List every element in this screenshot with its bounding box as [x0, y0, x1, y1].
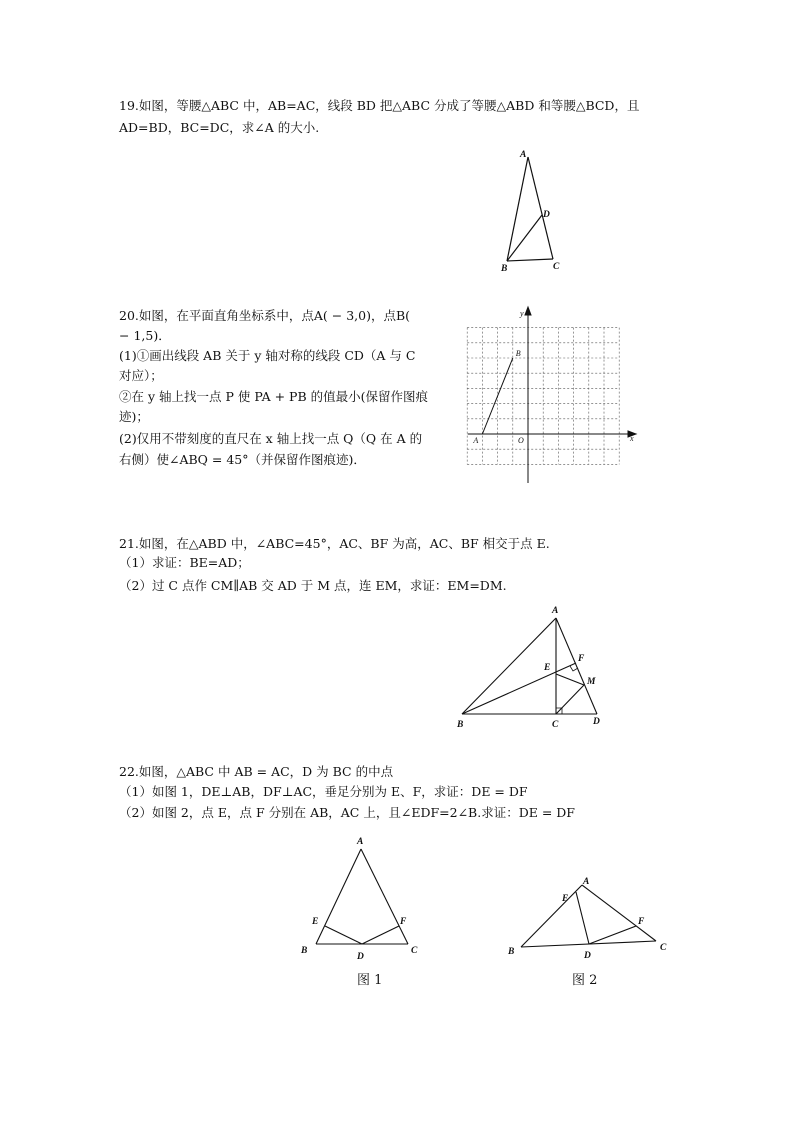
q21-label-f: F [578, 654, 585, 664]
q22-text-line-2: （1）如图 1，DE⊥AB，DF⊥AC，垂足分别为 E、F，求证：DE = DF [119, 784, 528, 799]
q19-figure [490, 145, 570, 275]
q20-label-x: x [630, 434, 634, 443]
q20-text-line-4: 对应）； [119, 368, 163, 383]
q22-fig1-label-a: A [357, 837, 364, 847]
q20-label-origin: O [518, 436, 524, 445]
q21-label-d: D [593, 717, 600, 727]
q20-label-b: B [515, 349, 521, 358]
q20-text-line-6: 迹)； [119, 409, 149, 424]
q19-label-d: D [543, 210, 550, 220]
q21-text-line-3: （2）过 C 点作 CM∥AB 交 AD 于 M 点，连 EM，求证：EM=DM. [119, 578, 507, 593]
q22-fig2-label-d: D [584, 951, 591, 961]
q22-fig1-label-d: D [357, 952, 364, 962]
q21-label-e: E [544, 663, 551, 673]
q22-fig2-label-a: A [583, 877, 590, 887]
q19-label-c: C [553, 262, 560, 272]
q21-text-line-2: （1）求证：BE=AD； [119, 555, 250, 570]
q21-label-a: A [552, 606, 559, 616]
q20-text-line-2: − 1,5)． [119, 328, 171, 343]
q22-figure-1-caption: 图 1 [357, 973, 383, 988]
q22-figure-2-caption: 图 2 [572, 973, 598, 988]
y-axis-arrow-icon [525, 307, 531, 315]
q19-label-a: A [520, 150, 527, 160]
q22-text-line-1: 22.如图，△ABC 中 AB = AC，D 为 BC 的中点 [119, 764, 394, 779]
q20-label-a: A [473, 436, 479, 445]
q20-label-y: y [520, 309, 524, 318]
q22-figure-1 [295, 828, 435, 963]
q20-text-line-7: (2)仅用不带刻度的直尺在 x 轴上找一点 Q（Q 在 A 的 [119, 431, 423, 446]
q20-text-line-5: ②在 y 轴上找一点 P 使 PA + PB 的值最小(保留作图痕 [119, 389, 428, 404]
q22-fig2-label-e: E [562, 894, 569, 904]
q22-fig1-label-b: B [301, 946, 308, 956]
q20-text-line-3: (1)①画出线段 AB 关于 y 轴对称的线段 CD（A 与 C [119, 348, 416, 363]
q20-text-line-1: 20.如图，在平面直角坐标系中，点A( − 3,0)，点B( [119, 308, 411, 323]
q22-text-line-3: （2）如图 2，点 E，点 F 分别在 AB，AC 上，且∠EDF=2∠B.求证：DE = DF [119, 805, 575, 820]
q22-fig2-label-b: B [508, 947, 515, 957]
q20-text-line-8: 右侧）使∠ABQ = 45°（并保留作图痕迹)． [119, 452, 366, 467]
q22-fig2-label-f: F [638, 917, 645, 927]
q22-fig1-label-e: E [312, 917, 319, 927]
q21-label-m: M [587, 677, 596, 687]
q22-fig1-label-c: C [411, 946, 418, 956]
q22-fig1-label-f: F [400, 917, 407, 927]
q19-label-b: B [501, 264, 508, 274]
q22-fig2-label-c: C [660, 943, 667, 953]
q21-figure [452, 600, 612, 735]
q19-text-line-2: AD=BD，BC=DC，求∠A 的大小. [119, 120, 320, 135]
q22-figure-2 [500, 868, 680, 963]
q19-text-line-1: 19.如图，等腰△ABC 中，AB=AC，线段 BD 把△ABC 分成了等腰△ABD 和等腰△BCD，且 [119, 98, 640, 113]
q21-label-c: C [552, 720, 559, 730]
q21-label-b: B [457, 720, 464, 730]
q20-coordinate-grid [462, 305, 642, 485]
q21-text-line-1: 21.如图，在△ABD 中，∠ABC=45°，AC、BF 为高，AC、BF 相交于点 E. [119, 536, 550, 551]
